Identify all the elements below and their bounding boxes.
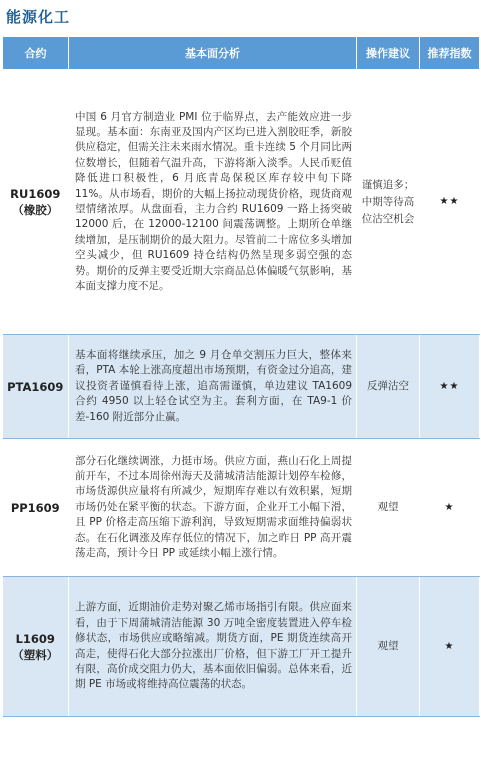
table-row	[3, 439, 480, 577]
analysis-cell: 部分石化继续调涨，力挺市场。供应方面，燕山石化上周提前开车，不过本周徐州海天及蒲城清洁能源计划停车检修，市场货源供应量将有所减少，短期库存难以有效积累，短期市场仍处在紧平衡的状态。下游方面，企业开工小幅下滑，且 PP 价格走高压缩下游利润，导致短期需求面维持偏弱状态。在石化调涨及库存低位的情况下，加之昨日 PP 高开震荡走高，预计今日 PP 或延续小幅上涨行情。	[69, 439, 357, 577]
analysis-cell: 基本面将继续承压，加之 9 月仓单交割压力巨大，整体来看，PTA 本轮上涨高度超出市场预期，有资金过分追高，建议投资者谨慎看待上涨，追高需谨慎，单边建议 TA1609 合约 4950 以上轻仓试空为主。套利方面，在 TA9-1 价差-160 附近部分止赢。	[69, 335, 357, 439]
contract-cell	[3, 439, 69, 577]
analysis-cell: 上游方面，近期油价走势对聚乙烯市场指引有限。供应面来看，由于下周蒲城清洁能源 30 万吨全密度装置进入停车检修状态，市场供应或略缩减。期货方面，PE 期货连续高开高走，使得石化大部分拉涨出厂价格，但下游工厂开工提升有限，高价成交阻力仍大，基本面依旧偏弱。总体来看，近期 PE 市场或将维持高位震荡的状态。	[69, 577, 357, 717]
contract-code: RU1609	[10, 187, 61, 201]
contract-code: PTA1609	[7, 379, 64, 394]
analysis-cell: 中国 6 月官方制造业 PMI 位于临界点，去产能效应进一步显现。基本面：东南亚及国内产区均已进入割胶旺季，新胶供应稳定，但需关注未来雨水情况。重卡连续 5 个月同比两位数增长，但随着气温升高，下游将渐入淡季。人民币贬值降低进口积极性，6 月底青岛保税区库存较中旬下降 11%。从市场看，期价的大幅上扬拉动现货价格，现货商观望情绪浓厚。从盘面看，主力合约 RU1609 一路上扬突破 12000 后，在 12000-12100 间震荡调整。上期所仓单继续增加，是压制期价的最大阻力。尽管前二十席位多头增加空头减少，但 RU1609 持仓结构仍然呈现多弱空强的态势。期价的反弹主要受近期大宗商品总体偏暖气氛影响，基本面支撑力度不足。	[69, 70, 357, 335]
contract-cell	[3, 70, 69, 335]
advice-cell: 观望	[357, 439, 420, 577]
table-row	[3, 335, 480, 439]
header-analysis: 基本面分析	[69, 37, 357, 70]
recommendation-table	[2, 36, 480, 717]
table-row	[3, 577, 480, 717]
header-rating: 推荐指数	[420, 37, 480, 70]
table-header-row	[3, 37, 480, 70]
rating-stars: ★	[420, 439, 480, 577]
rating-stars: ★★	[420, 70, 480, 335]
advice-cell: 谨慎追多；中期等待高位沽空机会	[357, 70, 420, 335]
section-title: 能源化工	[6, 8, 71, 26]
header-advice: 操作建议	[357, 37, 420, 70]
advice-cell: 观望	[357, 577, 420, 717]
table-row	[3, 70, 480, 335]
contract-cell	[3, 335, 69, 439]
contract-cell	[3, 577, 69, 717]
header-contract: 合约	[3, 37, 69, 70]
rating-stars: ★★	[420, 335, 480, 439]
advice-cell: 反弹沽空	[357, 335, 420, 439]
contract-name: （塑料）	[12, 647, 59, 662]
contract-name: （橡胶）	[12, 203, 59, 217]
contract-code: PP1609	[10, 500, 60, 515]
rating-stars: ★	[420, 577, 480, 717]
contract-code: L1609	[15, 631, 55, 646]
